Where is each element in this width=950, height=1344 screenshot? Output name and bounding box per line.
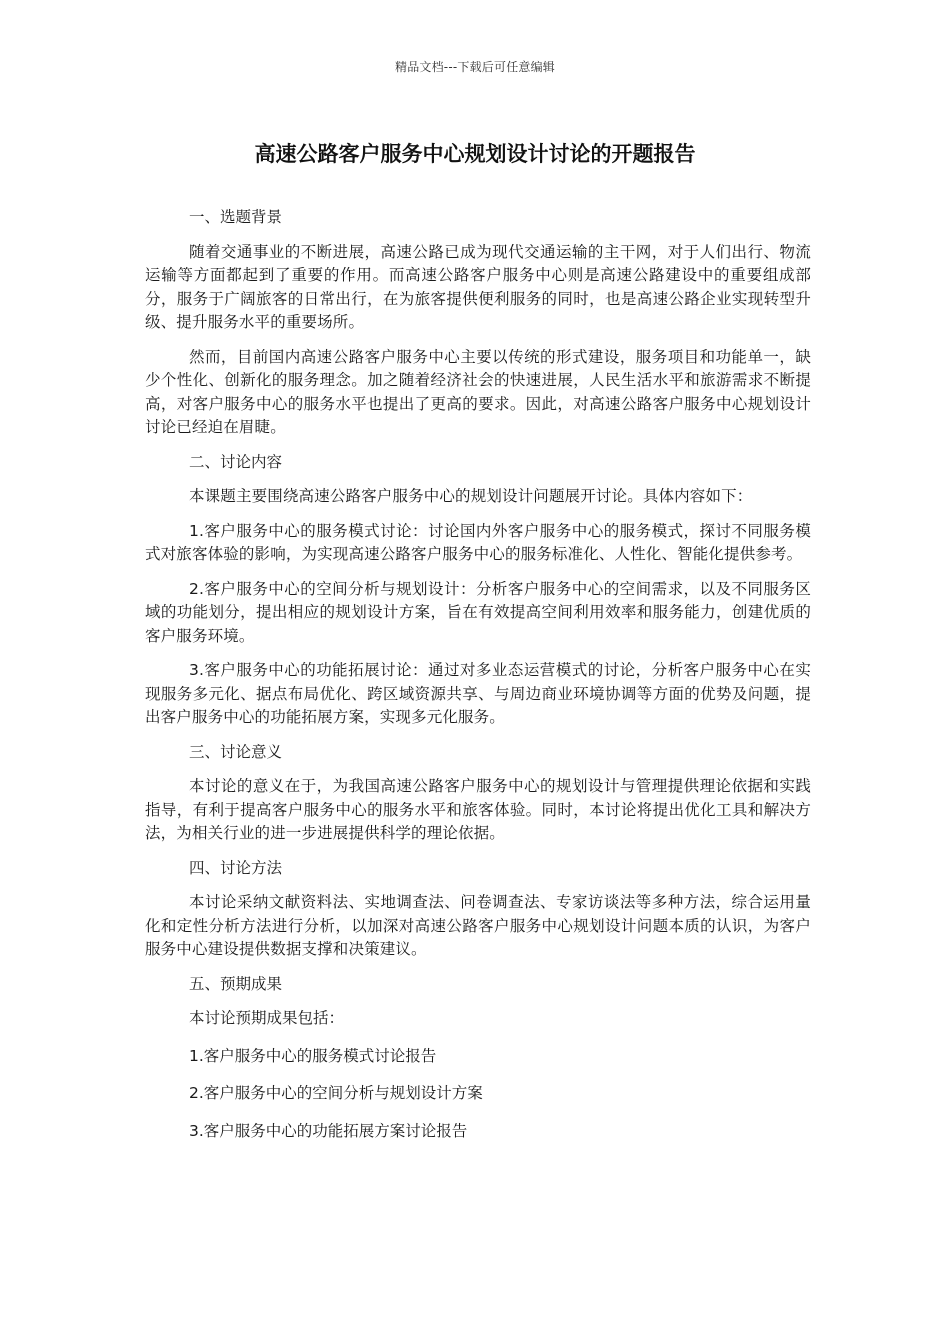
section-heading-methods: 四、讨论方法 <box>189 858 283 877</box>
outcome-item-3: 3.客户服务中心的功能拓展方案讨论报告 <box>189 1121 468 1140</box>
content-intro: 本课题主要围绕高速公路客户服务中心的规划设计问题展开讨论。具体内容如下： <box>189 487 753 505</box>
section-heading-significance: 三、讨论意义 <box>189 742 283 761</box>
significance-paragraph: 本讨论的意义在于，为我国高速公路客户服务中心的规划设计与管理提供理论依据和实践指导，有利于提高客户服务中心的服务水平和旅客体验。同时，本讨论将提出优化工具和解决方法，为相关行业的进一步进展提供科学的理论依据。 <box>145 777 811 842</box>
section-heading-background: 一、选题背景 <box>189 208 283 226</box>
section-heading-content: 二、讨论内容 <box>189 452 283 471</box>
content-item-2: 2.客户服务中心的空间分析与规划设计：分析客户服务中心的空间需求，以及不同服务区域的功能划分，提出相应的规划设计方案，旨在有效提高空间利用效率和服务能力，创建优质的客户服务环境。 <box>145 579 811 645</box>
outcomes-intro: 本讨论预期成果包括： <box>189 1009 345 1027</box>
document-title: 高速公路客户服务中心规划设计讨论的开题报告 <box>254 142 696 166</box>
methods-paragraph: 本讨论采纳文献资料法、实地调查法、问卷调查法、专家访谈法等多种方法，综合运用量化和定性分析方法进行分析，以加深对高速公路客户服务中心规划设计问题本质的认识，为客户服务中心建设提供数据支撑和决策建议。 <box>145 893 811 958</box>
document-body <box>145 206 811 1157</box>
outcome-item-2: 2.客户服务中心的空间分析与规划设计方案 <box>189 1084 483 1102</box>
background-paragraph-2: 然而，目前国内高速公路客户服务中心主要以传统的形式建设，服务项目和功能单一，缺少个性化、创新化的服务理念。加之随着经济社会的快速进展，人民生活水平和旅游需求不断提高，对客户服务中心的服务水平也提出了更高的要求。因此，对高速公路客户服务中心规划设计讨论已经迫在眉睫。 <box>145 347 811 436</box>
header-note: 精品文档---下载后可任意编辑 <box>395 60 555 74</box>
outcome-item-1: 1.客户服务中心的服务模式讨论报告 <box>189 1046 437 1065</box>
background-paragraph-1: 随着交通事业的不断进展，高速公路已成为现代交通运输的主干网，对于人们出行、物流运输等方面都起到了重要的作用。而高速公路客户服务中心则是高速公路建设中的重要组成部分，服务于广阔旅客的日常出行，在为旅客提供便利服务的同时，也是高速公路企业实现转型升级、提升服务水平的重要场所。 <box>145 242 811 331</box>
section-heading-outcomes: 五、预期成果 <box>189 974 283 993</box>
content-item-3: 3.客户服务中心的功能拓展讨论：通过对多业态运营模式的讨论，分析客户服务中心在实现服务多元化、据点布局优化、跨区域资源共享、与周边商业环境协调等方面的优势及问题，提出客户服务中心的功能拓展方案，实现多元化服务。 <box>145 661 811 726</box>
content-item-1: 1.客户服务中心的服务模式讨论：讨论国内外客户服务中心的服务模式，探讨不同服务模式对旅客体验的影响，为实现高速公路客户服务中心的服务标准化、人性化、智能化提供参考。 <box>145 521 811 563</box>
